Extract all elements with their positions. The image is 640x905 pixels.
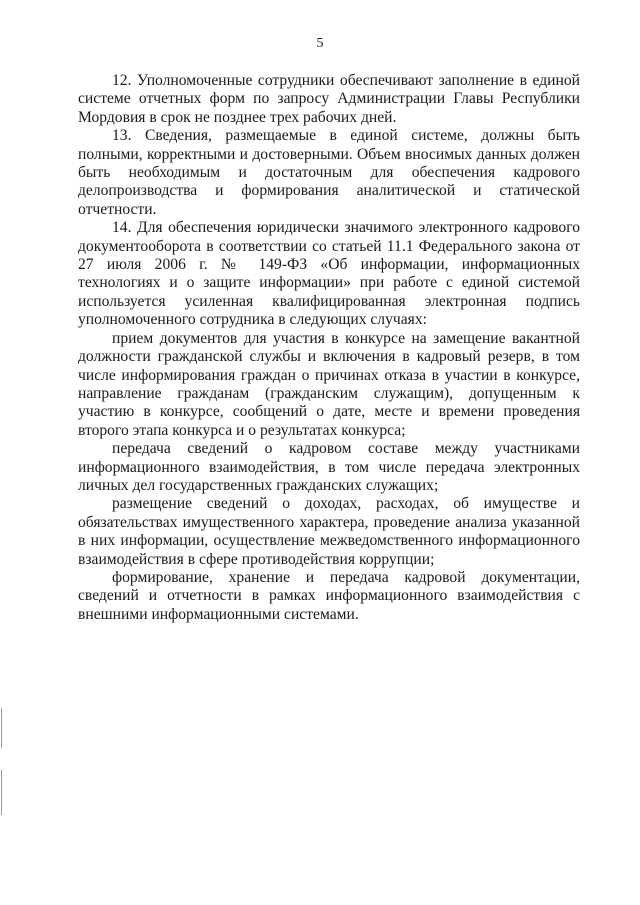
list-item-personnel-transfer: передача сведений о кадровом составе между участниками информационного взаимодействия, в том числе передача электронных личных дел государственных гражданских служащих; bbox=[78, 440, 580, 494]
list-item-competition: прием документов для участия в конкурсе на замещение вакантной должности гражданской службы и включения в кадровый резерв, в том числе информирования граждан о причинах отказа в участии в конкурсе, направление гражданам (гражданским служащим), допущенным к участию в конкурсе, сообщений о дате, месте и времени проведения второго этапа конкурса и о результатах конкурса; bbox=[78, 329, 580, 439]
scan-edge-mark bbox=[1, 708, 2, 748]
page-number: 5 bbox=[316, 36, 324, 51]
paragraph-14: 14. Для обеспечения юридически значимого электронного кадрового документооборота в соответствии со статьей 11.1 Федерального закона от 27 июля 2006 г. № 149-ФЗ «Об информации, информационных технологиях и о защите информации» при работе с единой системой используется усиленная квалифицированная электронная подпись уполномоченного сотрудника в следующих случаях: bbox=[78, 219, 580, 329]
document-body bbox=[78, 72, 580, 624]
list-item-income-info: размещение сведений о доходах, расходах, об имуществе и обязательствах имущественного характера, проведение анализа указанной в них информации, осуществление межведомственного информационного взаимодействия в сфере противодействия коррупции; bbox=[78, 495, 580, 568]
paragraph-13: 13. Сведения, размещаемые в единой системе, должны быть полными, корректными и достоверными. Объем вносимых данных должен быть необходимым и достаточным для обеспечения кадрового делопроизводства и формирования аналитической и статической отчетности. bbox=[78, 127, 580, 218]
paragraph-12: 12. Уполномоченные сотрудники обеспечивают заполнение в единой системе отчетных форм по запросу Администрации Главы Республики Мордовия в срок не позднее трех рабочих дней. bbox=[78, 72, 580, 126]
scan-edge-mark bbox=[1, 770, 2, 815]
list-item-documentation: формирование, хранение и передача кадровой документации, сведений и отчетности в рамках информационного взаимодействия с внешними информационными системами. bbox=[78, 568, 580, 623]
